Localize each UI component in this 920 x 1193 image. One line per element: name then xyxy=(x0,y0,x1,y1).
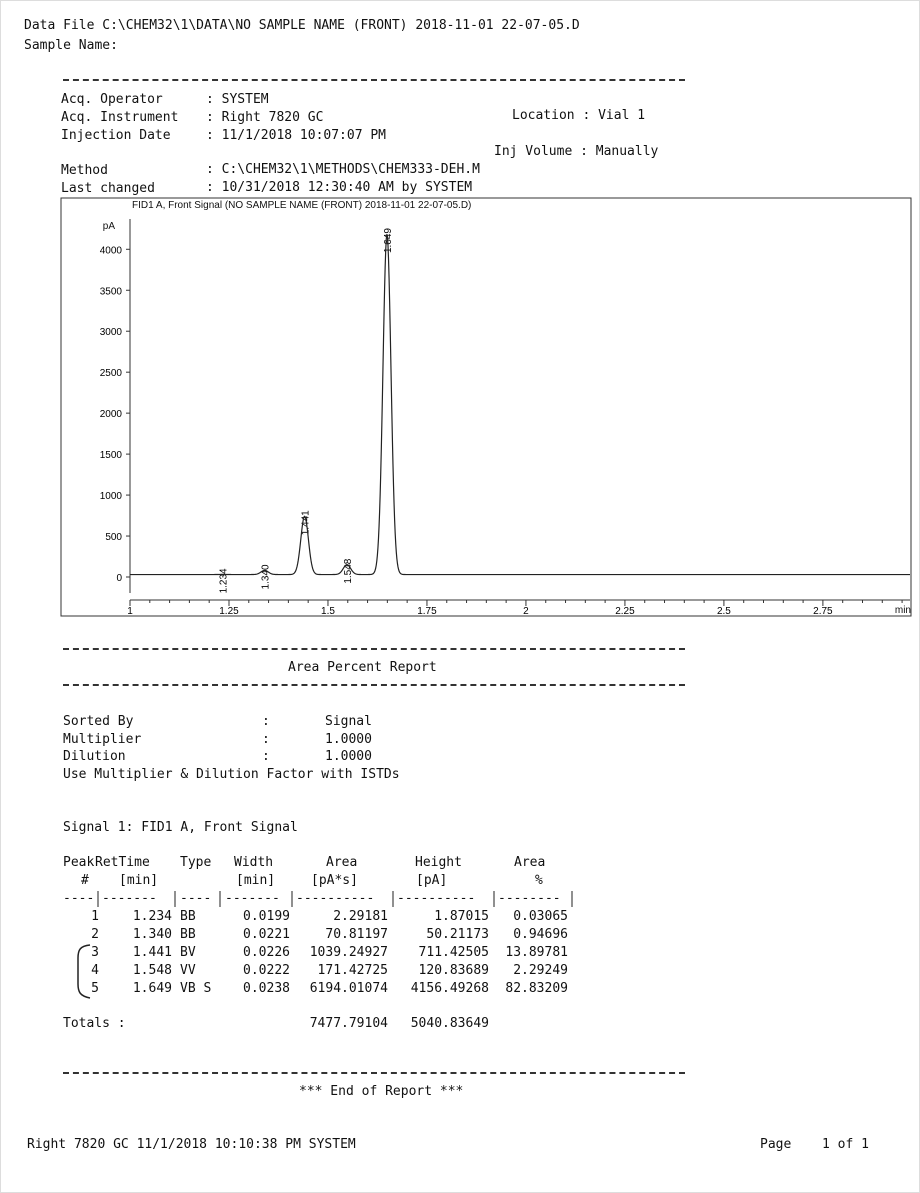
separator-report-top xyxy=(63,648,685,650)
cell-area-pct: 2.29249 xyxy=(513,963,568,978)
instrument-value: : Right 7820 GC xyxy=(206,110,324,125)
dilution-value: 1.0000 xyxy=(325,749,372,764)
cell-type: BB xyxy=(180,927,196,942)
cell-type: VB S xyxy=(180,981,212,996)
cell-area: 70.81197 xyxy=(325,927,388,942)
cell-width: 0.0221 xyxy=(243,927,290,942)
multiplier-label: Multiplier xyxy=(63,732,142,747)
cell-type: BB xyxy=(180,909,196,924)
multiplier-colon: : xyxy=(262,732,270,747)
cell-rettime: 1.340 xyxy=(132,927,172,942)
unit-height: [pA] xyxy=(416,873,448,888)
separator-report-bottom xyxy=(63,684,685,686)
y-tick-label: 4000 xyxy=(99,245,122,257)
cell-rettime: 1.441 xyxy=(132,945,172,960)
cell-area-pct: 13.89781 xyxy=(505,945,568,960)
y-tick-label: 2000 xyxy=(99,409,122,421)
cell-rettime: 1.649 xyxy=(132,981,172,996)
x-tick-label: 1.25 xyxy=(219,606,239,617)
y-tick-label: 1000 xyxy=(99,491,122,503)
totals-height: 5040.83649 xyxy=(410,1016,489,1031)
cell-width: 0.0199 xyxy=(243,909,290,924)
operator-label: Acq. Operator xyxy=(61,92,163,107)
cell-area: 171.42725 xyxy=(317,963,388,978)
cell-rettime: 1.234 xyxy=(132,909,172,924)
divider-area: ---------- xyxy=(296,891,375,906)
dilution-colon: : xyxy=(262,749,270,764)
cell-rettime: 1.548 xyxy=(132,963,172,978)
peak-label: 1.441 xyxy=(300,510,312,536)
end-of-report: *** End of Report *** xyxy=(299,1084,464,1099)
chart-x-axis-label: min xyxy=(894,605,911,616)
cell-area-pct: 0.94696 xyxy=(513,927,568,942)
separator-top xyxy=(63,79,685,81)
axes-layer xyxy=(100,219,910,617)
unit-area: [pA*s] xyxy=(311,873,358,888)
y-tick-label: 1500 xyxy=(99,450,122,462)
y-tick-label: 3500 xyxy=(99,286,122,298)
x-tick-label: 1 xyxy=(127,606,133,617)
chart-title: FID1 A, Front Signal (NO SAMPLE NAME (FRONT) 2018-11-01 22-07-05.D) xyxy=(132,200,472,211)
col-header-area: Area xyxy=(326,855,358,870)
cell-type: BV xyxy=(180,945,196,960)
location-value: Location : Vial 1 xyxy=(512,108,646,123)
totals-label: Totals : xyxy=(63,1016,126,1031)
divider-peak: ---- xyxy=(63,891,95,906)
x-tick-label: 2 xyxy=(523,606,529,617)
peak-label: 1.340 xyxy=(260,564,272,590)
signal-title: Signal 1: FID1 A, Front Signal xyxy=(63,820,298,835)
divider-rettime: ------- xyxy=(102,891,157,906)
chart-frame xyxy=(61,198,911,616)
cell-peak: 3 xyxy=(91,945,99,960)
totals-area: 7477.79104 xyxy=(309,1016,388,1031)
cell-width: 0.0226 xyxy=(243,945,290,960)
cell-area-pct: 0.03065 xyxy=(513,909,568,924)
divider-width: ------- xyxy=(225,891,280,906)
divider-area-pct: -------- xyxy=(498,891,561,906)
cell-area-pct: 82.83209 xyxy=(505,981,568,996)
chart-y-axis-label: pA xyxy=(102,221,115,232)
inj-volume-value: Inj Volume : Manually xyxy=(494,144,659,159)
last-changed-value: : 10/31/2018 12:30:40 AM by SYSTEM xyxy=(206,180,473,195)
sorted-by-value: Signal xyxy=(325,714,372,729)
handwritten-bracket xyxy=(68,940,98,1002)
col-header-area-pct: Area xyxy=(514,855,546,870)
unit-peak: # xyxy=(81,873,89,888)
cell-height: 1.87015 xyxy=(434,909,489,924)
method-value: : C:\CHEM32\1\METHODS\CHEM333-DEH.M xyxy=(206,162,480,177)
operator-value: : SYSTEM xyxy=(206,92,269,107)
peak-label: 1.234 xyxy=(218,568,230,594)
cell-peak: 1 xyxy=(91,909,99,924)
cell-area: 2.29181 xyxy=(333,909,388,924)
y-tick-label: 3000 xyxy=(99,327,122,339)
cell-type: VV xyxy=(180,963,196,978)
method-label: Method xyxy=(61,163,108,178)
footer-left: Right 7820 GC 11/1/2018 10:10:38 PM SYSTEM xyxy=(27,1137,356,1152)
cell-area: 1039.24927 xyxy=(309,945,388,960)
chromatogram-chart xyxy=(60,197,912,617)
dilution-label: Dilution xyxy=(63,749,126,764)
separator-end xyxy=(63,1072,685,1074)
x-tick-label: 1.75 xyxy=(417,606,437,617)
x-tick-label: 2.75 xyxy=(813,606,833,617)
peak-label: 1.649 xyxy=(382,228,394,254)
sorted-by-colon: : xyxy=(262,714,270,729)
col-header-peak: Peak xyxy=(63,855,95,870)
report-title: Area Percent Report xyxy=(288,660,437,675)
cell-peak: 4 xyxy=(91,963,99,978)
cell-peak: 5 xyxy=(91,981,99,996)
injection-date-value: : 11/1/2018 10:07:07 PM xyxy=(206,128,387,143)
col-header-width: Width xyxy=(234,855,274,870)
cell-area: 6194.01074 xyxy=(309,981,388,996)
last-changed-label: Last changed xyxy=(61,181,155,196)
peak-labels-layer xyxy=(219,228,394,594)
sample-name-line: Sample Name: xyxy=(24,38,118,53)
divider-height: ---------- xyxy=(397,891,476,906)
unit-area-pct: % xyxy=(535,873,543,888)
unit-rettime: [min] xyxy=(119,873,159,888)
unit-width: [min] xyxy=(236,873,276,888)
data-file-line: Data File C:\CHEM32\1\DATA\NO SAMPLE NAME (FRONT) 2018-11-01 22-07-05.D xyxy=(24,18,580,33)
cell-height: 120.83689 xyxy=(418,963,489,978)
divider-type: ---- xyxy=(180,891,212,906)
y-tick-label: 500 xyxy=(105,532,122,544)
col-header-rettime: RetTime xyxy=(95,855,150,870)
cell-height: 4156.49268 xyxy=(410,981,489,996)
sorted-by-label: Sorted By xyxy=(63,714,134,729)
signal-trace xyxy=(130,234,910,574)
cell-width: 0.0238 xyxy=(243,981,290,996)
y-tick-label: 2500 xyxy=(99,368,122,380)
cell-width: 0.0222 xyxy=(243,963,290,978)
cell-peak: 2 xyxy=(91,927,99,942)
cell-height: 50.21173 xyxy=(426,927,489,942)
footer-page-value: 1 of 1 xyxy=(822,1137,869,1152)
x-tick-label: 2.5 xyxy=(716,606,731,617)
col-header-type: Type xyxy=(180,855,212,870)
col-header-height: Height xyxy=(415,855,462,870)
x-tick-label: 2.25 xyxy=(615,606,635,617)
divider-pipes xyxy=(60,890,580,908)
peak-label: 1.548 xyxy=(342,558,354,584)
chromatogram-panel xyxy=(60,197,912,617)
x-tick-label: 1.5 xyxy=(321,606,335,617)
footer-page-label: Page xyxy=(760,1137,792,1152)
multiplier-value: 1.0000 xyxy=(325,732,372,747)
instrument-label: Acq. Instrument xyxy=(61,110,179,125)
istd-note: Use Multiplier & Dilution Factor with ISTDs xyxy=(63,767,400,782)
y-tick-label: 0 xyxy=(116,573,122,584)
injection-date-label: Injection Date xyxy=(61,128,171,143)
cell-height: 711.42505 xyxy=(418,945,489,960)
